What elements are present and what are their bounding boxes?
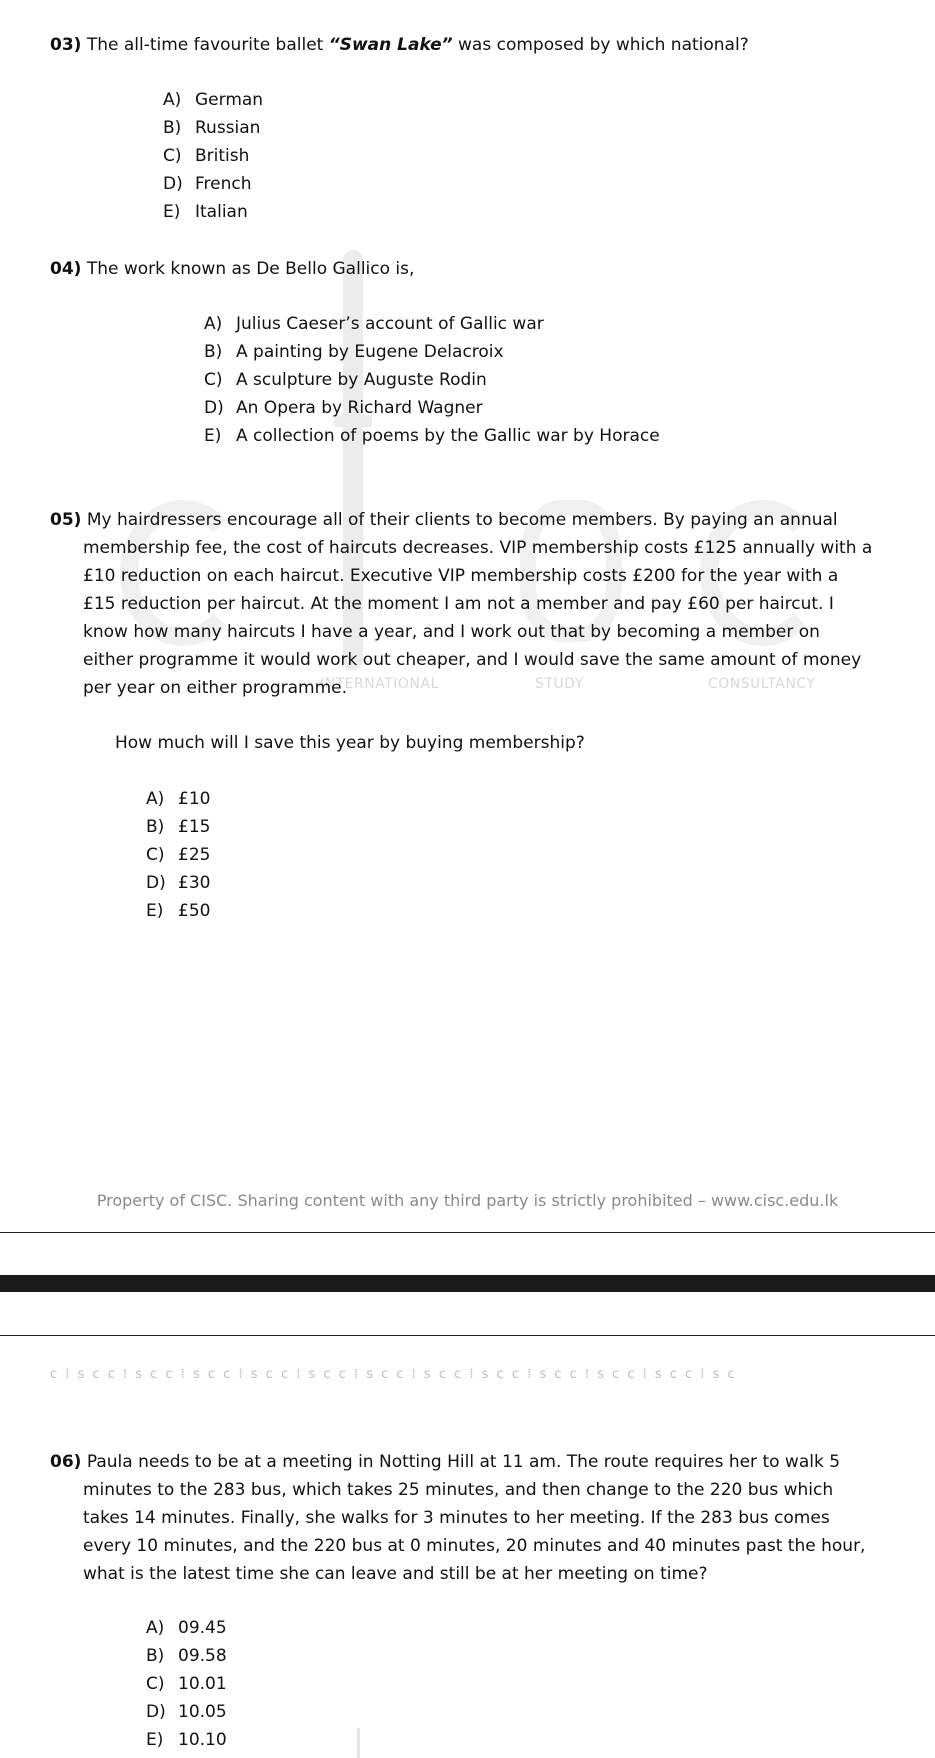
option-b[interactable]: B) A painting by Eugene Delacroix <box>204 342 504 362</box>
option-d[interactable]: D) 10.05 <box>146 1702 227 1722</box>
option-a[interactable]: A) Julius Caeser’s account of Gallic war <box>204 314 544 334</box>
watermark-study: STUDY <box>535 676 584 692</box>
question-line-5: know how many haircuts I have a year, and I work out that by becoming a member on <box>83 622 820 642</box>
question-03 <box>50 31 890 59</box>
watermark-pillar-2 <box>357 1728 360 1758</box>
question-line-6: either programme it would work out cheaper, and I would save the same amount of money <box>83 650 862 670</box>
option-e[interactable]: E) £50 <box>146 901 211 921</box>
question-line-2: minutes to the 283 bus, which takes 25 minutes, and then change to the 220 bus which <box>83 1480 834 1500</box>
question-line-3: takes 14 minutes. Finally, she walks for 3 minutes to her meeting. If the 283 bus comes <box>83 1508 830 1528</box>
option-b[interactable]: B) 09.58 <box>146 1646 227 1666</box>
question-line-4: £15 reduction per haircut. At the moment I am not a member and pay £60 per haircut. I <box>83 594 834 614</box>
question-06 <box>50 1448 890 1588</box>
question-number: 06) <box>50 1452 82 1472</box>
question-text: The work known as De Bello Gallico is, <box>86 259 415 279</box>
options-q03 <box>163 86 263 226</box>
header-logo-strip: c ⁞ s c c ⁞ s c c ⁞ s c c ⁞ s c c ⁞ s c c ⁞ s c c ⁞ s c c ⁞ s c c ⁞ s c c ⁞ s c c ⁞ s c c ⁞ s c <box>50 1367 737 1382</box>
option-e[interactable]: E) Italian <box>163 202 248 222</box>
options-q05 <box>146 785 210 925</box>
question-line-5: what is the latest time she can leave and still be at her meeting on time? <box>83 1564 708 1584</box>
question-line-1: My hairdressers encourage all of their clients to become members. By paying an annual <box>86 510 838 530</box>
question-number: 05) <box>50 510 82 530</box>
question-line-4: every 10 minutes, and the 220 bus at 0 minutes, 20 minutes and 40 minutes past the hour, <box>83 1536 866 1556</box>
question-line-2: membership fee, the cost of haircuts decreases. VIP membership costs £125 annually with a <box>83 538 873 558</box>
question-number: 04) <box>50 259 82 279</box>
question-line-1: Paula needs to be at a meeting in Notting Hill at 11 am. The route requires her to walk 5 <box>86 1452 841 1472</box>
option-e[interactable]: E) A collection of poems by the Gallic war by Horace <box>204 426 660 446</box>
ballet-title: “Swan Lake” <box>328 35 453 55</box>
option-d[interactable]: D) £30 <box>146 873 211 893</box>
question-05 <box>50 506 890 702</box>
question-line-3: £10 reduction on each haircut. Executive VIP membership costs £200 for the year with a <box>83 566 839 586</box>
question-number: 03) <box>50 35 82 55</box>
option-b[interactable]: B) Russian <box>163 118 261 138</box>
option-c[interactable]: C) £25 <box>146 845 211 865</box>
option-a[interactable]: A) German <box>163 90 264 110</box>
question-text-pre: The all-time favourite ballet <box>86 35 329 55</box>
question-05-subquestion: How much will I save this year by buying membership? <box>115 733 585 753</box>
option-d[interactable]: D) French <box>163 174 252 194</box>
option-c[interactable]: C) 10.01 <box>146 1674 227 1694</box>
question-04 <box>50 255 890 283</box>
option-c[interactable]: C) A sculpture by Auguste Rodin <box>204 370 487 390</box>
option-c[interactable]: C) British <box>163 146 250 166</box>
option-a[interactable]: A) 09.45 <box>146 1618 227 1638</box>
header-divider <box>0 1335 935 1336</box>
option-a[interactable]: A) £10 <box>146 789 211 809</box>
options-q06 <box>146 1614 227 1754</box>
footer-divider <box>0 1232 935 1233</box>
option-e[interactable]: E) 10.10 <box>146 1730 227 1750</box>
page-footer: Property of CISC. Sharing content with any third party is strictly prohibited – www.cisc.edu.lk <box>96 1191 839 1210</box>
watermark-consultancy: CONSULTANCY <box>708 676 816 692</box>
options-q04 <box>204 310 660 450</box>
question-text-post: was composed by which national? <box>452 35 749 55</box>
option-d[interactable]: D) An Opera by Richard Wagner <box>204 398 483 418</box>
option-b[interactable]: B) £15 <box>146 817 211 837</box>
question-line-7: per year on either programme. <box>83 678 348 698</box>
watermark-international: INTERNATIONAL <box>320 676 439 692</box>
page-break-bar <box>0 1275 935 1292</box>
